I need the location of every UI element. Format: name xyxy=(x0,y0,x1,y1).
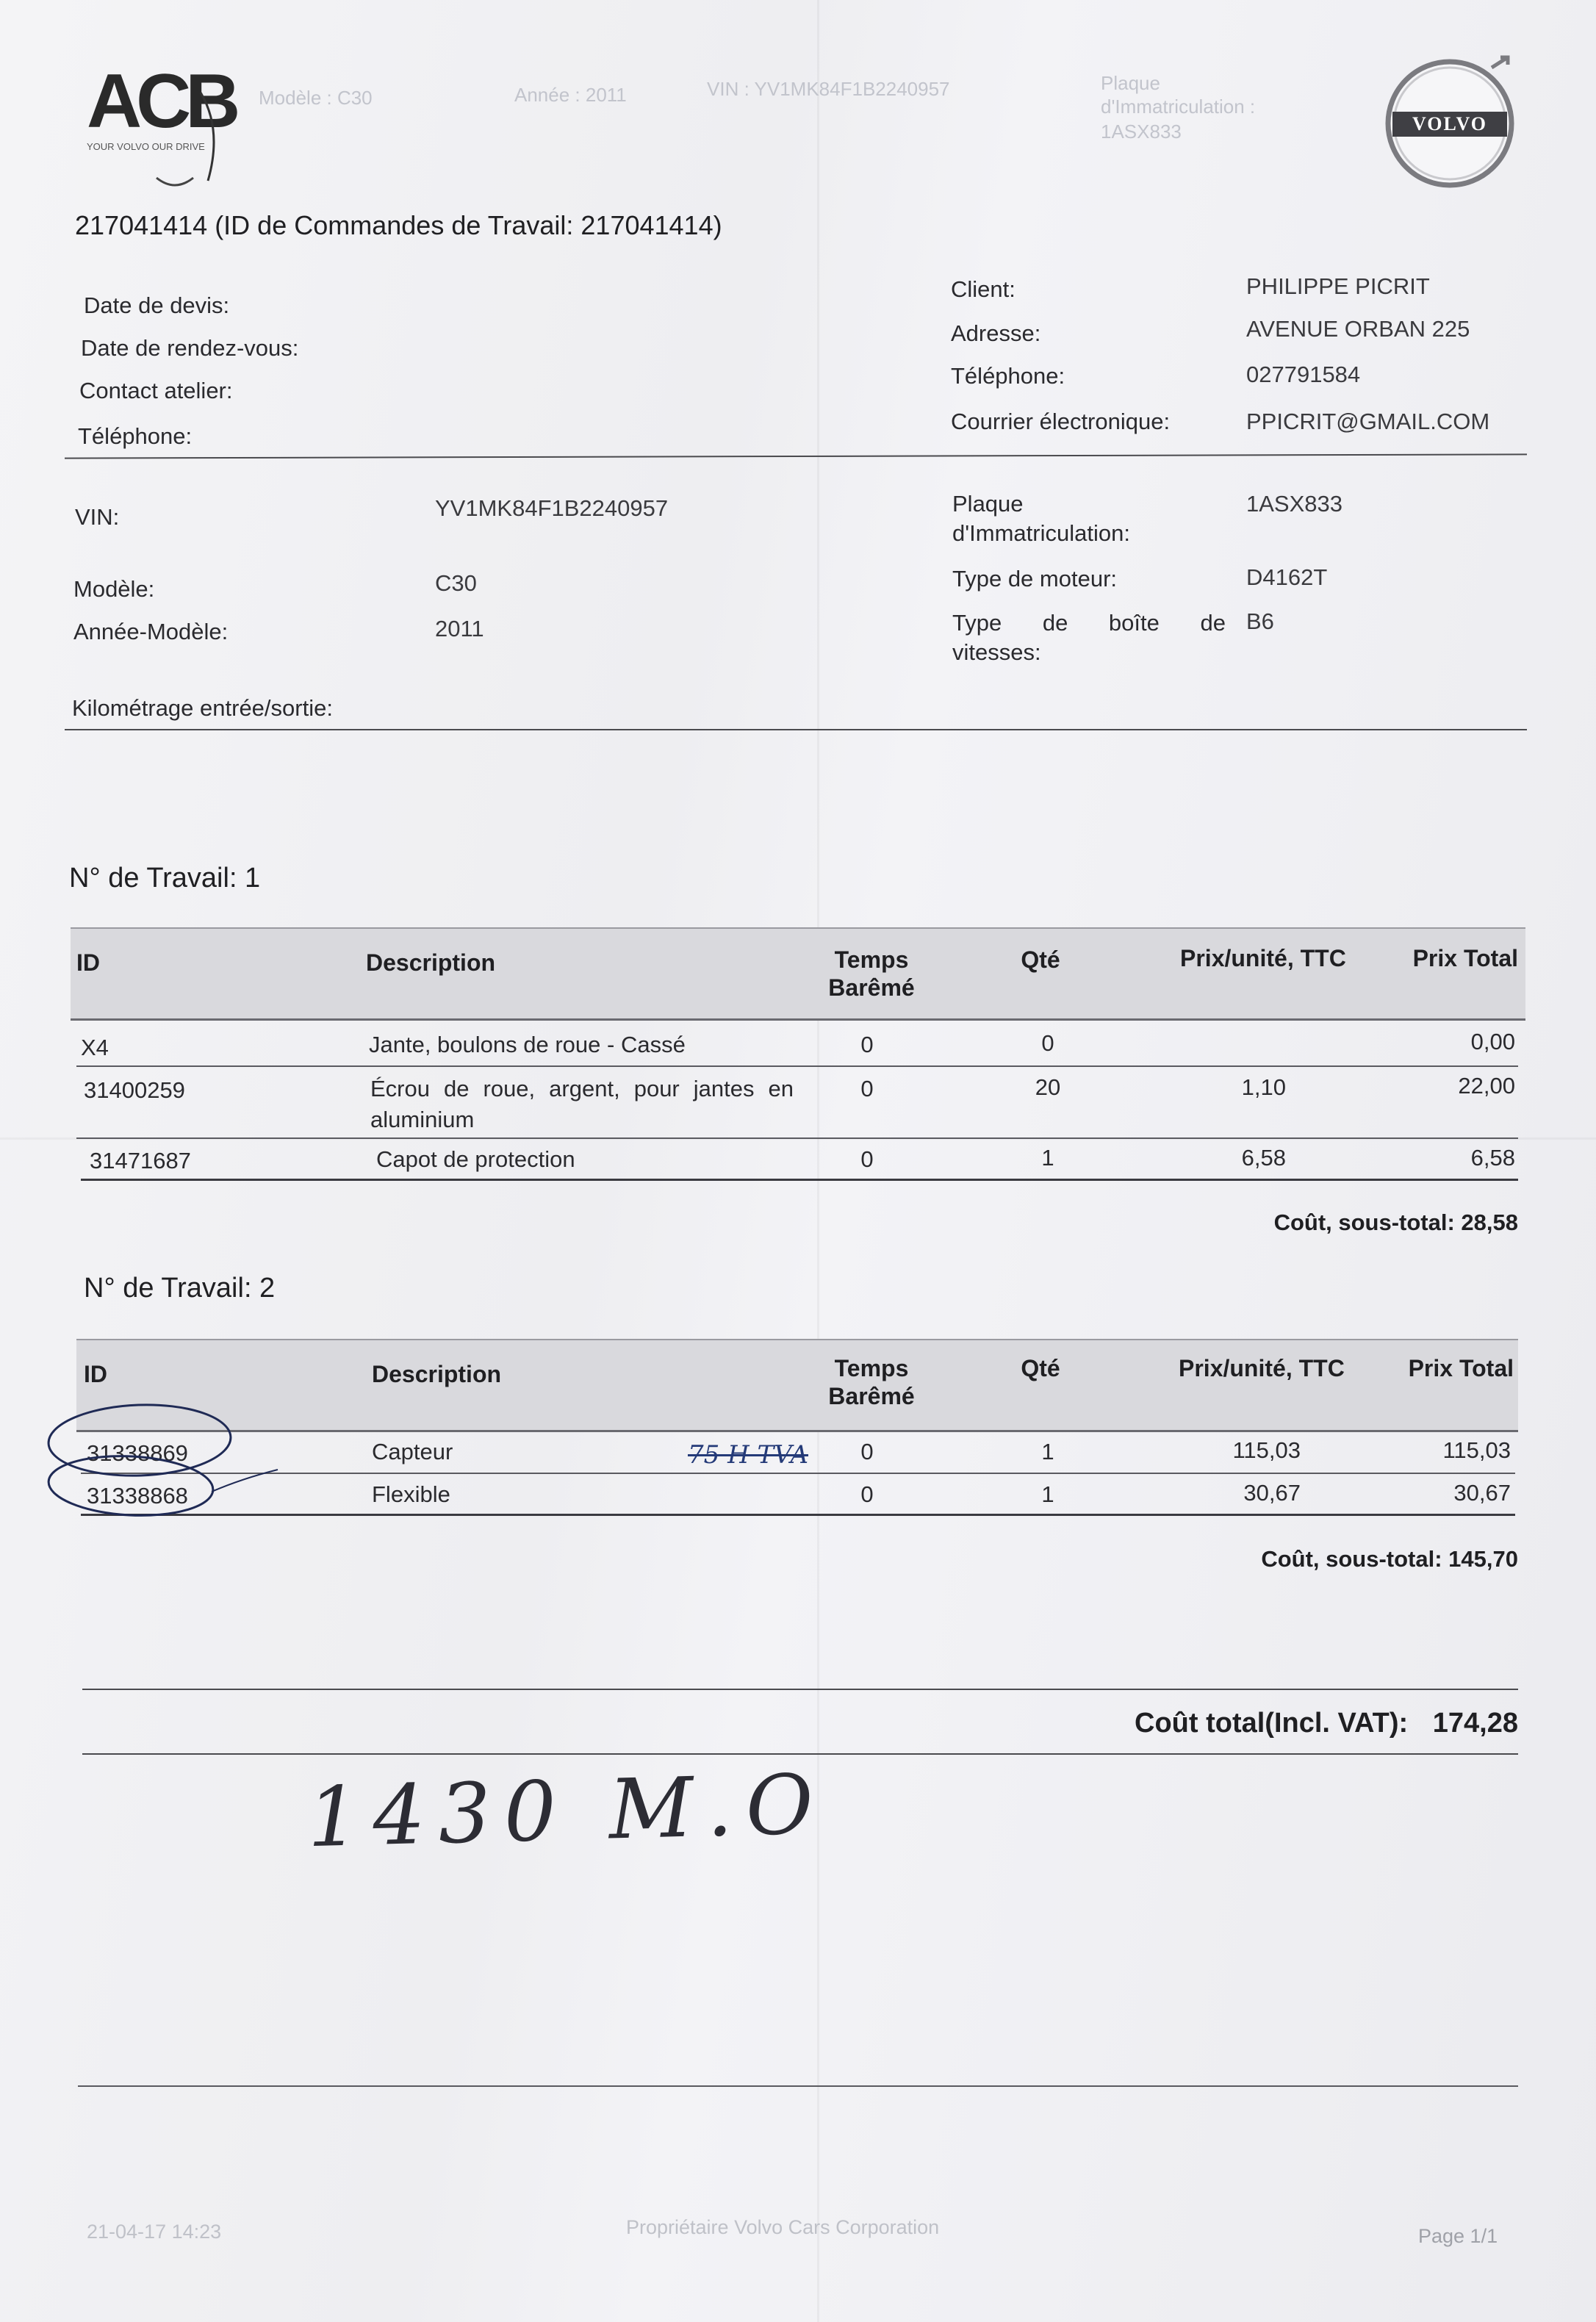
gearbox-label-line2: vitesses: xyxy=(952,639,1041,665)
volvo-logo xyxy=(1381,53,1518,190)
paper-fold-vertical xyxy=(817,0,819,2322)
column-temps-line1: Temps xyxy=(834,946,909,973)
job-1-row-1-total: 0,00 xyxy=(1470,1029,1515,1054)
appointment-date-label: Date de rendez-vous: xyxy=(81,335,299,361)
job-1-row-1-temps: 0 xyxy=(860,1032,874,1057)
job-2-row-1-total: 115,03 xyxy=(1442,1437,1511,1463)
job-1-row-3-id: 31471687 xyxy=(90,1148,191,1173)
job-2-row-2-description: Flexible xyxy=(372,1481,450,1507)
model-year-label: Année-Modèle: xyxy=(73,619,229,644)
engine-type-label: Type de moteur: xyxy=(952,566,1118,592)
job-1-row-3-total: 6,58 xyxy=(1470,1145,1515,1171)
header-divider xyxy=(65,453,1527,459)
header-plate-faint-2: d'Immatriculation : xyxy=(1101,96,1256,118)
job-1-table-header xyxy=(71,927,1525,1021)
page-title: 217041414 (ID de Commandes de Travail: 217041414) xyxy=(75,210,722,240)
email-value: PPICRIT@GMAIL.COM xyxy=(1246,409,1490,434)
header-year-faint: Année : 2011 xyxy=(514,84,627,106)
plate-label-line1: Plaque xyxy=(952,491,1024,517)
footer-page-number: Page 1/1 xyxy=(1418,2225,1498,2247)
quote-date-label: Date de devis: xyxy=(84,292,230,318)
table-row-divider xyxy=(76,1137,1518,1139)
job-1-row-2-description-line2: aluminium xyxy=(370,1107,475,1132)
workshop-phone-label: Téléphone: xyxy=(78,423,193,449)
column-total: Prix Total xyxy=(1408,1355,1514,1381)
job-2-row-2-total: 30,67 xyxy=(1453,1480,1511,1506)
column-description: Description xyxy=(372,1361,502,1387)
client-phone-label: Téléphone: xyxy=(951,363,1065,389)
job-1-row-2-id: 31400259 xyxy=(84,1077,185,1103)
job-2-title: N° de Travail: 2 xyxy=(84,1273,276,1304)
vin-label: VIN: xyxy=(75,504,120,530)
acb-logo xyxy=(87,59,235,203)
job-1-subtotal: Coût, sous-total: 28,58 xyxy=(1273,1209,1518,1235)
acb-logo-swoosh-icon xyxy=(197,85,226,195)
job-1-row-2-description-line1: Écrou de roue, argent, pour jantes en xyxy=(370,1076,794,1101)
job-2-row-2-unit-price: 30,67 xyxy=(1243,1480,1301,1506)
footer-divider xyxy=(78,2085,1518,2087)
acb-logo-tagline: YOUR VOLVO OUR DRIVE xyxy=(87,141,205,152)
job-2-row-1-id: 31338869 xyxy=(87,1440,188,1466)
plate-value: 1ASX833 xyxy=(1246,491,1342,517)
workshop-contact-label: Contact atelier: xyxy=(79,378,233,403)
job-1-row-2-temps: 0 xyxy=(860,1076,874,1101)
job-2-row-1-temps: 0 xyxy=(860,1439,874,1464)
job-1-row-1-id: X4 xyxy=(81,1035,109,1060)
client-phone-value: 027791584 xyxy=(1246,362,1361,387)
job-1-row-1-qty: 0 xyxy=(1041,1030,1054,1056)
job-1-row-3-qty: 1 xyxy=(1041,1145,1054,1171)
total-top-divider xyxy=(82,1689,1518,1690)
grand-total-label: Coût total(Incl. VAT): xyxy=(1135,1708,1409,1739)
header-plate-faint-1: Plaque xyxy=(1101,72,1160,94)
address-value: AVENUE ORBAN 225 xyxy=(1246,316,1470,342)
column-id: ID xyxy=(76,949,100,976)
column-description: Description xyxy=(366,949,496,976)
job-2-row-1-unit-price: 115,03 xyxy=(1232,1437,1301,1463)
table-bottom-border xyxy=(81,1514,1515,1516)
header-model-faint: Modèle : C30 xyxy=(259,87,373,109)
job-1-row-3-temps: 0 xyxy=(860,1146,874,1172)
job-1-row-2-unit-price: 1,10 xyxy=(1241,1074,1286,1100)
handwritten-strikethrough-note: 75 H TVA xyxy=(688,1440,809,1470)
job-1-row-1-description: Jante, boulons de roue - Cassé xyxy=(369,1032,686,1057)
total-bottom-divider xyxy=(82,1753,1518,1755)
job-2-row-1-qty: 1 xyxy=(1041,1439,1054,1464)
job-1-row-2-qty: 20 xyxy=(1035,1074,1061,1100)
vin-value: YV1MK84F1B2240957 xyxy=(435,495,669,521)
job-1-row-3-description: Capot de protection xyxy=(376,1146,575,1172)
job-2-row-1-description: Capteur xyxy=(372,1439,453,1464)
job-2-row-2-qty: 1 xyxy=(1041,1481,1054,1507)
gearbox-label-line1: Type de boîte de xyxy=(952,610,1226,636)
job-2-row-2-id: 31338868 xyxy=(87,1483,188,1509)
plate-label-line2: d'Immatriculation: xyxy=(952,520,1130,546)
job-2-row-2-temps: 0 xyxy=(860,1481,874,1507)
address-label: Adresse: xyxy=(951,320,1041,346)
client-label: Client: xyxy=(951,276,1016,302)
model-year-value: 2011 xyxy=(435,616,484,641)
column-total: Prix Total xyxy=(1412,945,1518,971)
grand-total-value: 174,28 xyxy=(1432,1708,1518,1739)
column-temps-line2: Barêmé xyxy=(828,1383,915,1409)
engine-type-value: D4162T xyxy=(1246,564,1328,590)
table-row-divider xyxy=(81,1473,1515,1474)
footer-owner: Propriétaire Volvo Cars Corporation xyxy=(626,2216,940,2238)
handwritten-labor-note: 1430 M.O xyxy=(306,1756,828,1866)
header-vin-faint: VIN : YV1MK84F1B2240957 xyxy=(707,78,950,100)
column-unit-price: Prix/unité, TTC xyxy=(1180,945,1346,971)
model-label: Modèle: xyxy=(73,576,155,602)
column-qty: Qté xyxy=(1021,1355,1060,1381)
header-plate-faint-3: 1ASX833 xyxy=(1101,121,1182,143)
handwritten-circle-annotation xyxy=(44,1396,294,1558)
model-value: C30 xyxy=(435,570,477,596)
column-id: ID xyxy=(84,1361,107,1387)
client-value: PHILIPPE PICRIT xyxy=(1246,273,1430,299)
mileage-label: Kilométrage entrée/sortie: xyxy=(72,695,333,721)
vehicle-divider xyxy=(65,729,1527,730)
column-temps-line2: Barêmé xyxy=(828,974,915,1001)
gearbox-value: B6 xyxy=(1246,608,1274,634)
footer-print-date: 21-04-17 14:23 xyxy=(87,2221,222,2243)
column-qty: Qté xyxy=(1021,946,1060,973)
column-temps-line1: Temps xyxy=(834,1355,909,1381)
job-1-row-3-unit-price: 6,58 xyxy=(1241,1145,1286,1171)
job-1-title: N° de Travail: 1 xyxy=(69,863,261,894)
table-row-divider xyxy=(76,1065,1518,1067)
job-2-subtotal: Coût, sous-total: 145,70 xyxy=(1261,1546,1518,1572)
column-unit-price: Prix/unité, TTC xyxy=(1179,1355,1345,1381)
table-bottom-border xyxy=(81,1179,1518,1181)
acb-logo-smile-icon xyxy=(153,172,197,194)
acb-logo-text: ACB xyxy=(87,59,235,144)
email-label: Courrier électronique: xyxy=(951,409,1171,434)
volvo-logo-text: VOLVO xyxy=(1412,113,1487,134)
job-1-row-2-total: 22,00 xyxy=(1458,1073,1515,1099)
